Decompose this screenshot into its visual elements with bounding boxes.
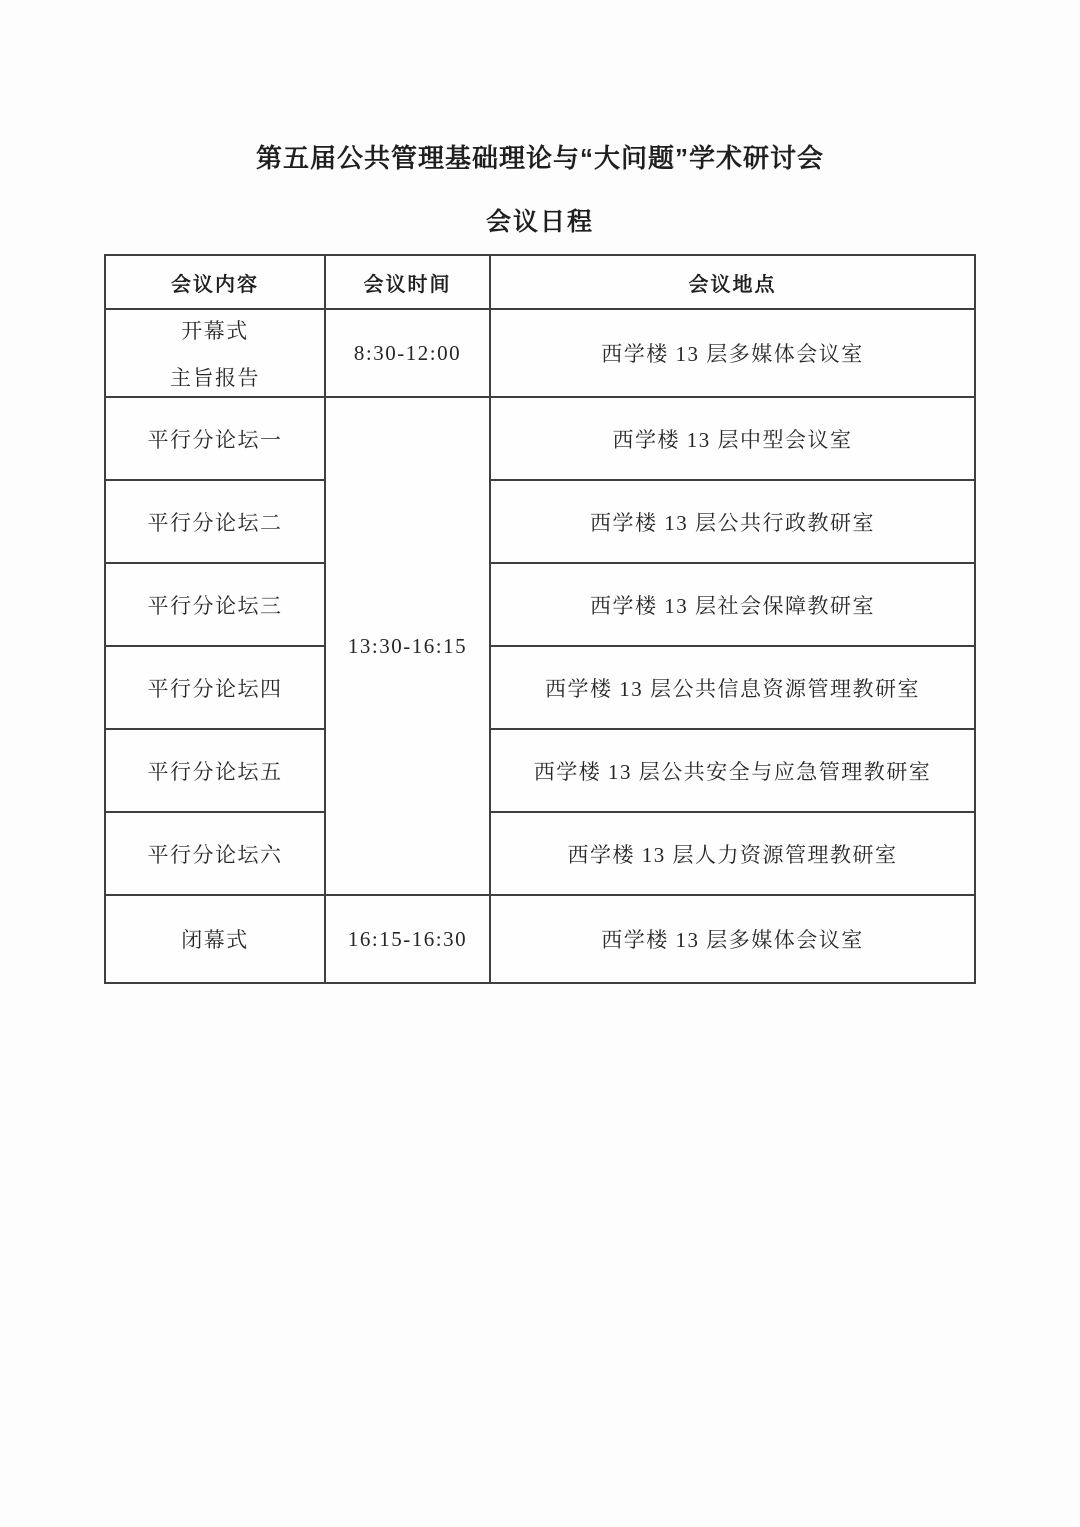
- cell-location-closing: 西学楼 13 层多媒体会议室: [490, 895, 975, 983]
- table-row-forum-6: [105, 812, 975, 895]
- cell-location-forum-2: 西学楼 13 层公共行政教研室: [490, 480, 975, 563]
- table-row-forum-5: [105, 729, 975, 812]
- cell-location-forum-3: 西学楼 13 层社会保障教研室: [490, 563, 975, 646]
- table-row-forum-2: [105, 480, 975, 563]
- cell-content-forum-2: 平行分论坛二: [105, 480, 325, 563]
- table-row-forum-1: [105, 397, 975, 480]
- cell-location-forum-5: 西学楼 13 层公共安全与应急管理教研室: [490, 729, 975, 812]
- cell-text-keynote-report: 主旨报告: [170, 365, 260, 390]
- table-row-forum-3: [105, 563, 975, 646]
- cell-text-opening-ceremony: 开幕式: [181, 318, 249, 343]
- cell-content-opening: [105, 309, 325, 397]
- cell-location-forum-1: 西学楼 13 层中型会议室: [490, 397, 975, 480]
- cell-content-forum-4: 平行分论坛四: [105, 646, 325, 729]
- header-location: 会议地点: [490, 255, 975, 309]
- cell-content-forum-6: 平行分论坛六: [105, 812, 325, 895]
- document-title: 第五届公共管理基础理论与“大问题”学术研讨会: [255, 143, 824, 173]
- cell-content-forum-5: 平行分论坛五: [105, 729, 325, 812]
- header-content: 会议内容: [105, 255, 325, 309]
- cell-content-forum-1: 平行分论坛一: [105, 397, 325, 480]
- table-header-row: [105, 255, 975, 309]
- cell-content-closing: 闭幕式: [105, 895, 325, 983]
- cell-location-opening: 西学楼 13 层多媒体会议室: [490, 309, 975, 397]
- header-time: 会议时间: [325, 255, 490, 309]
- cell-content-forum-3: 平行分论坛三: [105, 563, 325, 646]
- cell-location-forum-6: 西学楼 13 层人力资源管理教研室: [490, 812, 975, 895]
- cell-time-closing: 16:15-16:30: [325, 895, 490, 983]
- cell-location-forum-4: 西学楼 13 层公共信息资源管理教研室: [490, 646, 975, 729]
- cell-time-forums-merged: 13:30-16:15: [325, 397, 490, 895]
- document-subtitle: 会议日程: [485, 208, 594, 236]
- cell-time-opening: 8:30-12:00: [325, 309, 490, 397]
- schedule-table: [104, 254, 976, 984]
- table-row-closing: [105, 895, 975, 983]
- table-row-forum-4: [105, 646, 975, 729]
- table-row-opening: [105, 309, 975, 397]
